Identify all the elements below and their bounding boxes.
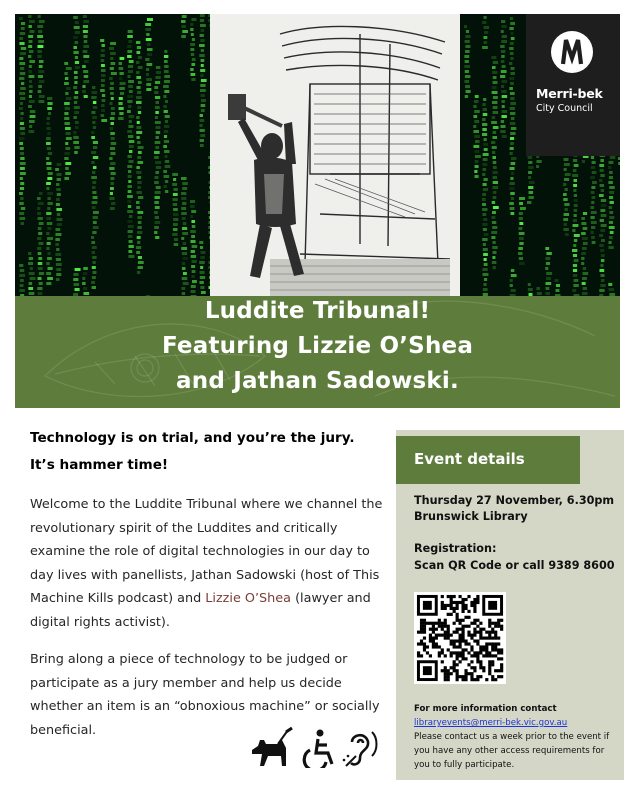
registration-instructions: Scan QR Code or call 9389 8600: [414, 559, 615, 572]
council-subtitle: City Council: [536, 103, 593, 114]
hearing-loop-icon: [343, 732, 377, 766]
guide-dog-icon: [252, 728, 292, 766]
council-logo: [526, 14, 620, 156]
description-paragraph-2: Bring along a piece of technology to be judged or participate as a jury member and help us decide whether an item is an “obnoxious machine” or socially beneficial.: [30, 652, 380, 738]
event-title: Luddite Tribunal!: [204, 298, 431, 324]
luddite-engraving-illustration: [210, 14, 460, 296]
council-name: Merri-bek: [536, 86, 603, 101]
description-text-end: (lawyer and digital rights activist).: [30, 591, 371, 630]
intro-heading-line-1: Technology is on trial, and you’re the jury.: [30, 430, 355, 446]
description-text: Welcome to the Luddite Tribunal where we channel the revolutionary spirit of the Luddites and critically examine the role of digital technologies in our day to day lives with panellists, Jathan Sadowski (host of This Machine Kills podcast) and: [30, 497, 383, 606]
contact-email-link[interactable]: libraryevents@merri-bek.vic.gov.au: [414, 718, 568, 728]
intro-heading-line-2: It’s hammer time!: [30, 457, 169, 473]
event-venue: Brunswick Library: [414, 510, 528, 523]
description-paragraph-1: [30, 493, 390, 634]
event-date-time: Thursday 27 November, 6.30pm: [414, 494, 615, 507]
intro-heading: [30, 425, 390, 479]
registration-qr-code[interactable]: [414, 592, 506, 684]
council-logo-mark-icon: [550, 30, 594, 74]
more-info-heading: For more information contact: [414, 704, 557, 714]
title-banner: [15, 296, 620, 408]
accessibility-icons: [248, 726, 378, 768]
matrix-code-left: [15, 14, 210, 296]
wheelchair-icon: [304, 730, 332, 769]
event-subtitle-line-2: and Jathan Sadowski.: [176, 368, 459, 394]
guest-name-lizzie: Lizzie O’Shea: [205, 591, 291, 606]
registration-heading: Registration:: [414, 542, 497, 555]
access-requirements-note: Please contact us a week prior to the event if you have any other access requirements for you to fully participate.: [414, 732, 610, 770]
hero-image: [15, 14, 620, 296]
event-details-title: Event details: [414, 450, 525, 468]
event-subtitle-line-1: Featuring Lizzie O’Shea: [161, 333, 474, 359]
event-details-tab: [396, 436, 580, 484]
event-details-panel: [396, 430, 624, 780]
